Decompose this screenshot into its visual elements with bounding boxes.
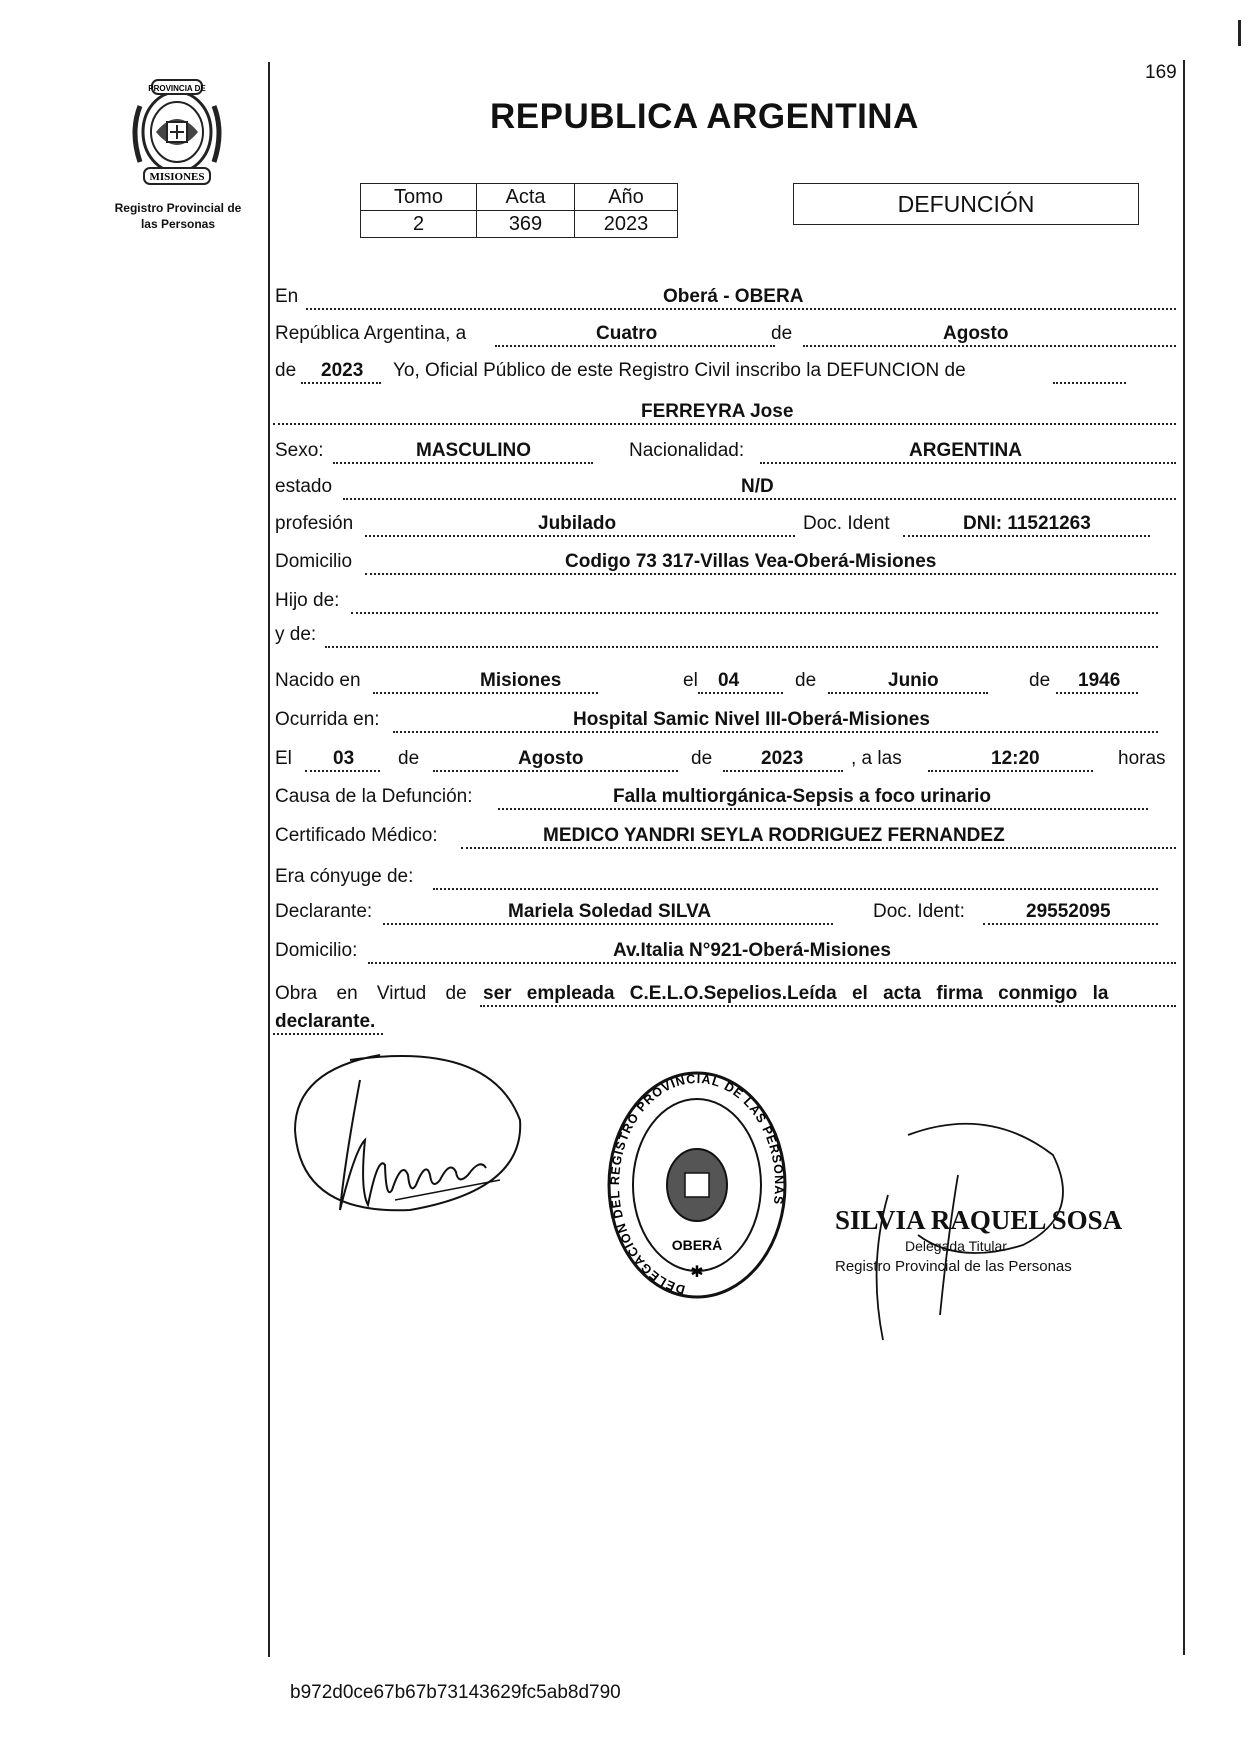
- death-year-value: 2023: [761, 748, 804, 769]
- sex-label: Sexo:: [275, 440, 324, 461]
- row-civil-status: [273, 468, 1176, 502]
- occurred-label: Ocurrida en:: [275, 709, 380, 730]
- officer-name: SILVIA RAQUEL SOSA: [835, 1205, 1123, 1235]
- right-margin-line: [1183, 60, 1185, 1655]
- row-spouse: [273, 858, 1176, 892]
- death-el-label: El: [275, 748, 292, 769]
- row-place: [273, 278, 1176, 312]
- row-death-date: [273, 740, 1176, 774]
- declarant-address-label: Domicilio:: [275, 940, 358, 961]
- at-label: , a las: [851, 748, 902, 769]
- address-label: Domicilio: [275, 551, 353, 572]
- seal-city: OBERÁ: [671, 1237, 723, 1253]
- page-title: REPUBLICA ARGENTINA: [490, 97, 919, 136]
- day-words-value: Cuatro: [596, 323, 658, 344]
- de-label-4: de: [1029, 670, 1051, 691]
- row-sex: [273, 432, 1176, 466]
- registry-caption-line1: Registro Provincial de: [114, 201, 242, 215]
- death-day-value: 03: [333, 748, 355, 769]
- seal-ring-text: DELEGACION DEL REGISTRO PROVINCIAL DE LAS PERSONAS: [607, 1071, 787, 1297]
- acta-value: 369: [477, 211, 575, 238]
- virtue-text: ser empleada C.E.L.O.Sepelios.Leída el acta firma conmigo la: [483, 983, 1109, 1004]
- row-profession: [273, 505, 1176, 539]
- row-address: [273, 543, 1176, 577]
- spouse-label: Era cónyuge de:: [275, 866, 414, 887]
- doc-value: DNI: 11521263: [963, 513, 1091, 534]
- hours-label: horas: [1118, 748, 1166, 769]
- row-virtue-2: [273, 1003, 1176, 1037]
- month-value: Agosto: [943, 323, 1009, 344]
- registry-caption-line2: las Personas: [140, 217, 216, 231]
- row-declarant-address: [273, 932, 1176, 966]
- death-month-value: Agosto: [518, 748, 584, 769]
- declarant-value: Mariela Soledad SILVA: [508, 901, 712, 922]
- declarant-doc-value: 29552095: [1026, 901, 1111, 922]
- left-margin-line: [268, 62, 270, 1657]
- nationality-label: Nacionalidad:: [629, 440, 745, 461]
- declarant-address-value: Av.Italia N°921-Oberá-Misiones: [613, 940, 891, 961]
- de-label-3: de: [795, 670, 817, 691]
- born-place-value: Misiones: [480, 670, 562, 691]
- intro-text: Yo, Oficial Público de este Registro Civil inscribo la DEFUNCION de: [393, 360, 966, 381]
- en-label: En: [275, 286, 299, 307]
- misiones-coat-of-arms-logo: [122, 76, 232, 188]
- anio-header: Año: [575, 184, 678, 211]
- logo-top-text: PROVINCIA DE: [148, 84, 206, 93]
- cause-label: Causa de la Defunción:: [275, 786, 473, 807]
- registry-caption: [98, 200, 258, 232]
- document-hash: b972d0ce67b67b73143629fc5ab8d790: [290, 1682, 621, 1703]
- tomo-value: 2: [361, 211, 477, 238]
- row-and-of: [273, 616, 1176, 650]
- de-label-1: de: [771, 323, 793, 344]
- son-of-label: Hijo de:: [275, 590, 340, 611]
- doc-label: Doc. Ident: [803, 513, 890, 534]
- row-son-of: [273, 582, 1176, 616]
- civil-status-label: estado: [275, 476, 333, 497]
- death-time-value: 12:20: [991, 748, 1040, 769]
- born-month-value: Junio: [888, 670, 939, 691]
- born-day-value: 04: [718, 670, 740, 691]
- born-year-value: 1946: [1078, 670, 1121, 691]
- anio-value: 2023: [575, 211, 678, 238]
- profession-label: profesión: [275, 513, 354, 534]
- declarant-label: Declarante:: [275, 901, 373, 922]
- tomo-header: Tomo: [361, 184, 477, 211]
- virtue-text-2: declarante.: [275, 1011, 376, 1032]
- deceased-name-value: FERREYRA Jose: [641, 401, 794, 422]
- row-born: [273, 662, 1176, 696]
- certificate-label: Certificado Médico:: [275, 825, 438, 846]
- row-intro: [273, 352, 1176, 386]
- registry-seal: [605, 1065, 790, 1305]
- row-deceased: [273, 393, 1176, 427]
- nationality-value: ARGENTINA: [909, 440, 1022, 461]
- civil-status-value: N/D: [741, 476, 774, 497]
- registry-table: [360, 183, 678, 238]
- address-value: Codigo 73 317-Villas Vea-Oberá-Misiones: [565, 551, 937, 572]
- de-label-5: de: [398, 748, 420, 769]
- de-label-2: de: [275, 360, 297, 381]
- row-occurred: [273, 701, 1176, 735]
- act-type-box: DEFUNCIÓN: [793, 183, 1139, 225]
- officer-org: Registro Provincial de las Personas: [835, 1258, 1072, 1275]
- svg-text:✱: ✱: [690, 1262, 704, 1281]
- occurred-place-value: Hospital Samic Nivel III-Oberá-Misiones: [573, 709, 930, 730]
- sex-value: MASCULINO: [416, 440, 532, 461]
- republic-label: República Argentina, a: [275, 323, 467, 344]
- acta-header: Acta: [477, 184, 575, 211]
- logo-bottom-text: MISIONES: [149, 171, 205, 183]
- row-declarant: [273, 893, 1176, 927]
- year-value: 2023: [321, 360, 364, 381]
- declarant-signature: [290, 1040, 540, 1240]
- born-label: Nacido en: [275, 670, 361, 691]
- row-cause: [273, 778, 1176, 812]
- row-date: [273, 315, 1176, 349]
- declarant-doc-label: Doc. Ident:: [873, 901, 965, 922]
- officer-role: Delegada Titular: [905, 1238, 1007, 1254]
- certificate-value: MEDICO YANDRI SEYLA RODRIGUEZ FERNANDEZ: [543, 825, 1005, 846]
- de-label-6: de: [691, 748, 713, 769]
- place-value: Oberá - OBERA: [663, 286, 804, 307]
- cause-value: Falla multiorgánica-Sepsis a foco urinario: [613, 786, 991, 807]
- virtue-label: Obra en Virtud de: [275, 983, 467, 1004]
- page-number: 169: [1145, 62, 1177, 83]
- el-label: el: [683, 670, 698, 691]
- and-of-label: y de:: [275, 624, 317, 645]
- edge-mark: [1238, 20, 1241, 46]
- row-certificate: [273, 817, 1176, 851]
- profession-value: Jubilado: [538, 513, 617, 534]
